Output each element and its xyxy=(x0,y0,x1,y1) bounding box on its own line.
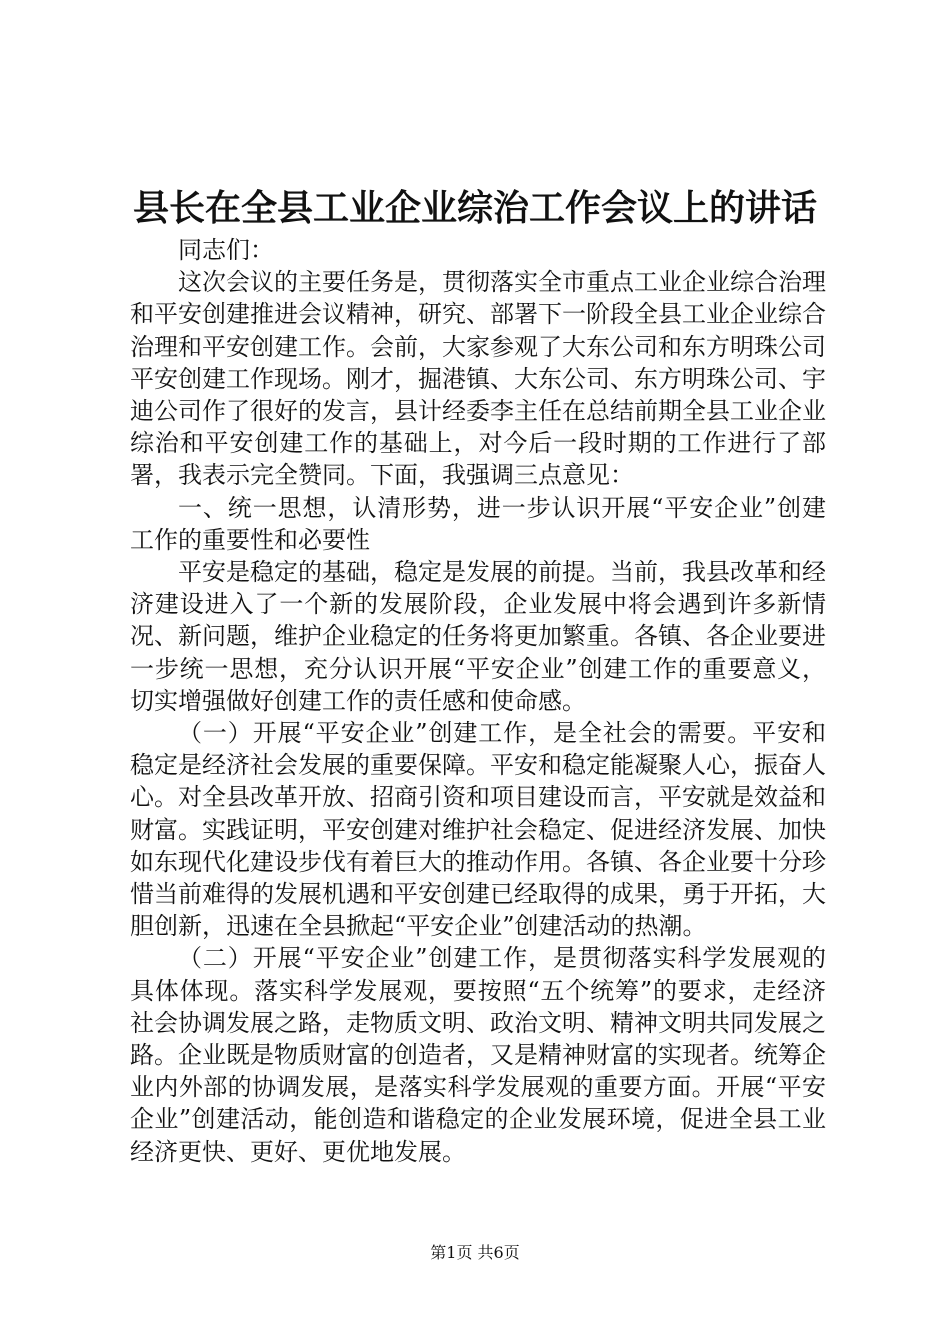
document-title: 县长在全县工业企业综治工作会议上的讲话 xyxy=(132,187,817,229)
paragraph-point-2: （二）开展“平安企业”创建工作，是贯彻落实科学发展观的具体体现。落实科学发展观，要按照“五个统筹”的要求，走经济社会协调发展之路，走物质文明、政治文明、精神文明共同发展之路。企业既是物质财富的创造者，又是精神财富的实现者。统筹企业内外部的协调发展，是落实科学发展观的重要方面。开展“平安企业”创建活动，能创造和谐稳定的企业发展环境，促进全县工业经济更快、更好、更优地发展。 xyxy=(130,944,826,1166)
paragraph-point-1: （一）开展“平安企业”创建工作，是全社会的需要。平安和稳定是经济社会发展的重要保障。平安和稳定能凝聚人心，振奋人心。对全县改革开放、招商引资和项目建设而言，平安就是效益和财富。实践证明，平安创建对维护社会稳定、促进经济发展、加快如东现代化建设步伐有着巨大的推动作用。各镇、各企业要十分珍惜当前难得的发展机遇和平安创建已经取得的成果，勇于开拓，大胆创新，迅速在全县掀起“平安企业”创建活动的热潮。 xyxy=(130,719,826,941)
paragraph-intro: 这次会议的主要任务是，贯彻落实全市重点工业企业综合治理和平安创建推进会议精神，研究、部署下一阶段全县工业企业综合治理和平安创建工作。会前，大家参观了大东公司和东方明珠公司平安创建工作现场。刚才，掘港镇、大东公司、东方明珠公司、宇迪公司作了很好的发言，县计经委李主任在总结前期全县工业企业综治和平安创建工作的基础上，对今后一段时期的工作进行了部署，我表示完全赞同。下面，我强调三点意见： xyxy=(130,268,826,490)
paragraph-stability: 平安是稳定的基础，稳定是发展的前提。当前，我县改革和经济建设进入了一个新的发展阶段，企业发展中将会遇到许多新情况、新问题，维护企业稳定的任务将更加繁重。各镇、各企业要进一步统一思想，充分认识开展“平安企业”创建工作的重要意义，切实增强做好创建工作的责任感和使命感。 xyxy=(130,558,826,715)
document-body xyxy=(130,234,826,1168)
page-number-footer: 第1页 共6页 xyxy=(430,1243,520,1262)
salutation: 同志们： xyxy=(178,236,274,264)
section-heading-1: 一、统一思想，认清形势，进一步认识开展“平安企业”创建工作的重要性和必要性 xyxy=(130,493,826,554)
